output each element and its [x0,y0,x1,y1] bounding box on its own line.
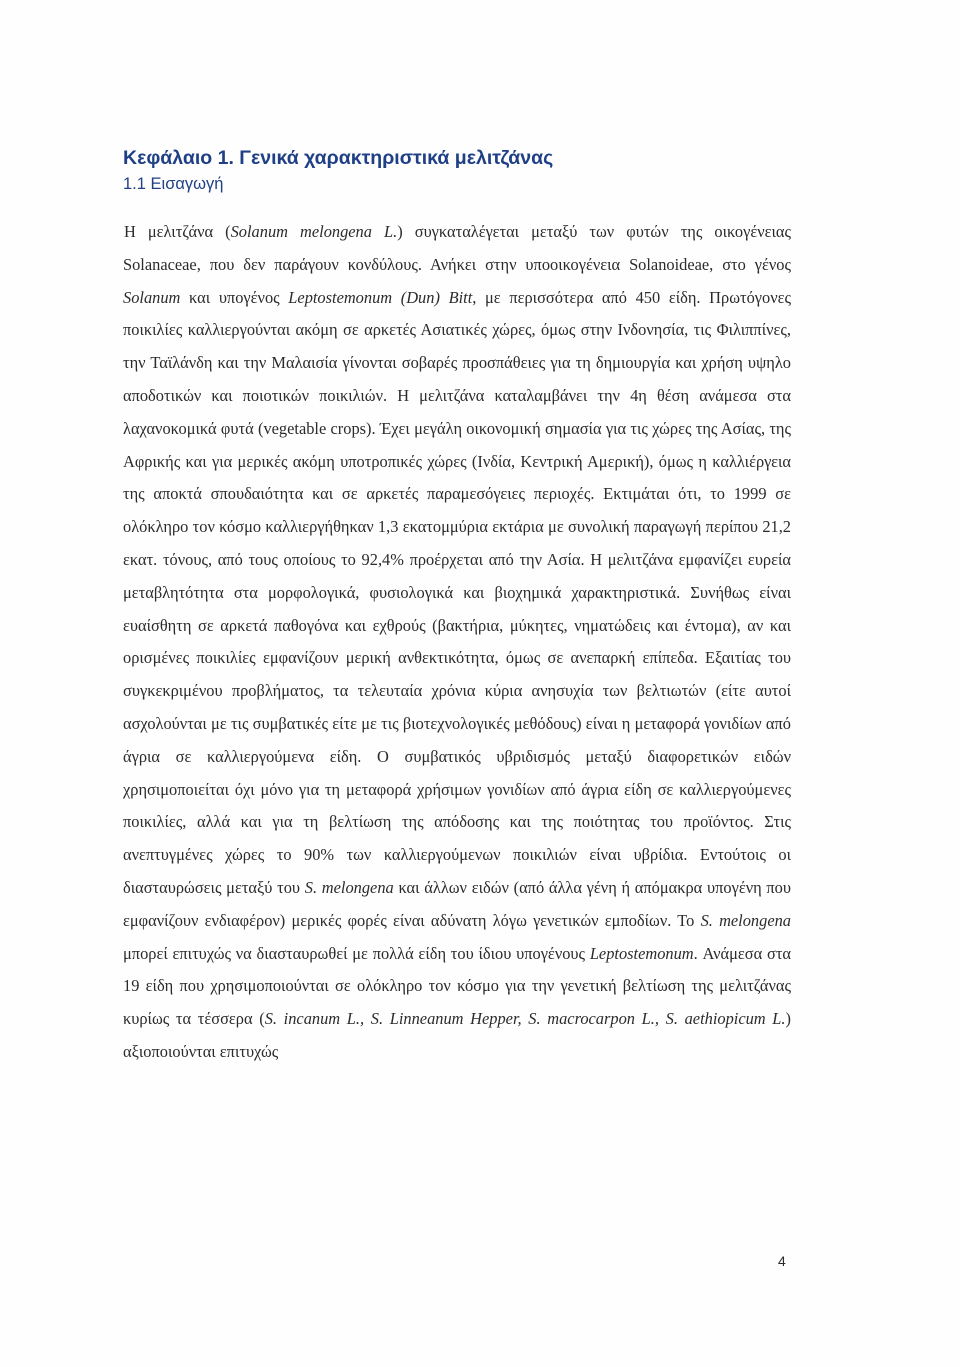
body-text-run: Η μελιτζάνα ( [124,222,231,241]
italic-term: S. melongena [700,910,791,930]
italic-term: S. incanum L., S. Linneanum Hepper, S. macrocarpon L., S. aethiopicum L. [264,1009,786,1029]
body-text-run: , με περισσότερα από 450 είδη. Πρωτόγονες ποικιλίες καλλιεργούνται ακόμη σε αρκετές Ασιατικές χώρες, όμως στην Ινδονησία, τις Φιλιππίνες, την Ταϊλάνδη και την Μαλαισία γίνονται σοβαρές προσπάθειες για τη δημιουργία και χρήση υψηλο αποδοτικών και ποιοτικών ποικιλιών. Η μελιτζάνα καταλαμβάνει την 4η θέση ανάμεσα στα λαχανοκομικά φυτά (vegetable crops). Έχει μεγάλη οικονομική σημασία για τις χώρες της Ασίας, της Αφρικής και για μερικές ακόμη υποτροπικές χώρες (Ινδία, Κεντρική Αμερική), όμως η καλλιέργεια της αποκτά σπουδαιότητα και σε αρκετές παραμεσόγειες περιοχές. Εκτιμάται ότι, το 1999 σε ολόκληρο τον κόσμο καλλιεργήθηκαν 1,3 εκατομμύρια εκτάρια με συνολική παραγωγή περίπου 21,2 εκατ. τόνους, από τους οποίους το 92,4% προέρχεται από την Ασία. Η μελιτζάνα εμφανίζει ευρεία μεταβλητότητα στα μορφολογικά, φυσιολογικά και βιοχημικά χαρακτηριστικά. Συνήθως είναι ευαίσθητη σε αρκετά παθογόνα και εχθρούς (βακτήρια, μύκητες, νηματώδεις και έντομα), αν και ορισμένες ποικιλίες εμφανίζουν μερική ανθεκτικότητα, όμως σε ανεπαρκή επίπεδα. Εξαιτίας του συγκεκριμένου προβλήματος, τα τελευταία χρόνια κύρια ανησυχία των βελτιωτών (είτε αυτοί ασχολούνται με τις συμβατικές είτε με τις βιοτεχνολογικές μεθόδους) είναι η μεταφορά γονιδίων από άγρια σε καλλιεργούμενα είδη. Ο συμβατικός υβριδισμός μεταξύ διαφορετικών ειδών χρησιμοποιείται όχι μόνο για τη μεταφορά χρήσιμων γονιδίων από άγρια είδη σε καλλιεργούμενες ποικιλίες, αλλά και για τη βελτίωση της απόδοσης και της ποιότητας του προϊόντος. Στις ανεπτυγμένες χώρες το 90% των καλλιεργούμενων ποικιλιών είναι υβρίδια. Εντούτοις οι διασταυρώσεις μεταξύ του [123,287,791,897]
body-text-run: μπορεί επιτυχώς να διασταυρωθεί με πολλά είδη του ίδιου υπογένους [123,943,590,963]
italic-term: S. melongena [304,877,394,897]
chapter-title: Κεφάλαιο 1. Γενικά χαρακτηριστικά μελιτζάνας [123,147,554,169]
italic-term: Solanum [123,287,181,307]
body-text-run: και υπογένος [180,287,289,307]
heading-block [123,144,843,196]
italic-term: Leptostemonum (Dun) Bitt [288,287,473,307]
page-number: 4 [778,1253,786,1269]
body-text-run: ) συγκαταλέγεται μεταξύ των φυτών της οικογένειας Solanaceae, που δεν παράγουν κονδύλους. Ανήκει στην υποοικογένεια Solanoideae, στο γένος [123,222,791,274]
body-text-run: ) αξιοποιούνται επιτυχώς [123,1009,791,1061]
section-title: 1.1 Εισαγωγή [123,175,224,193]
body-text-run: . Ανάμεσα στα 19 είδη που χρησιμοποιούνται σε ολόκληρο τον κόσμο για την γενετική βελτίωση της μελιτζάνας κυρίως τα τέσσερα ( [123,943,791,1029]
body-text-run: και άλλων ειδών (από άλλα γένη ή απόμακρα υπογένη που εμφανίζουν ενδιαφέρον) μερικές φορές είναι αδύνατη λόγω γενετικών εμποδίων. Το [123,877,791,930]
italic-term: Leptostemonum [589,943,694,963]
body-paragraph [123,216,791,1069]
italic-term: Solanum melongena L. [230,222,398,241]
